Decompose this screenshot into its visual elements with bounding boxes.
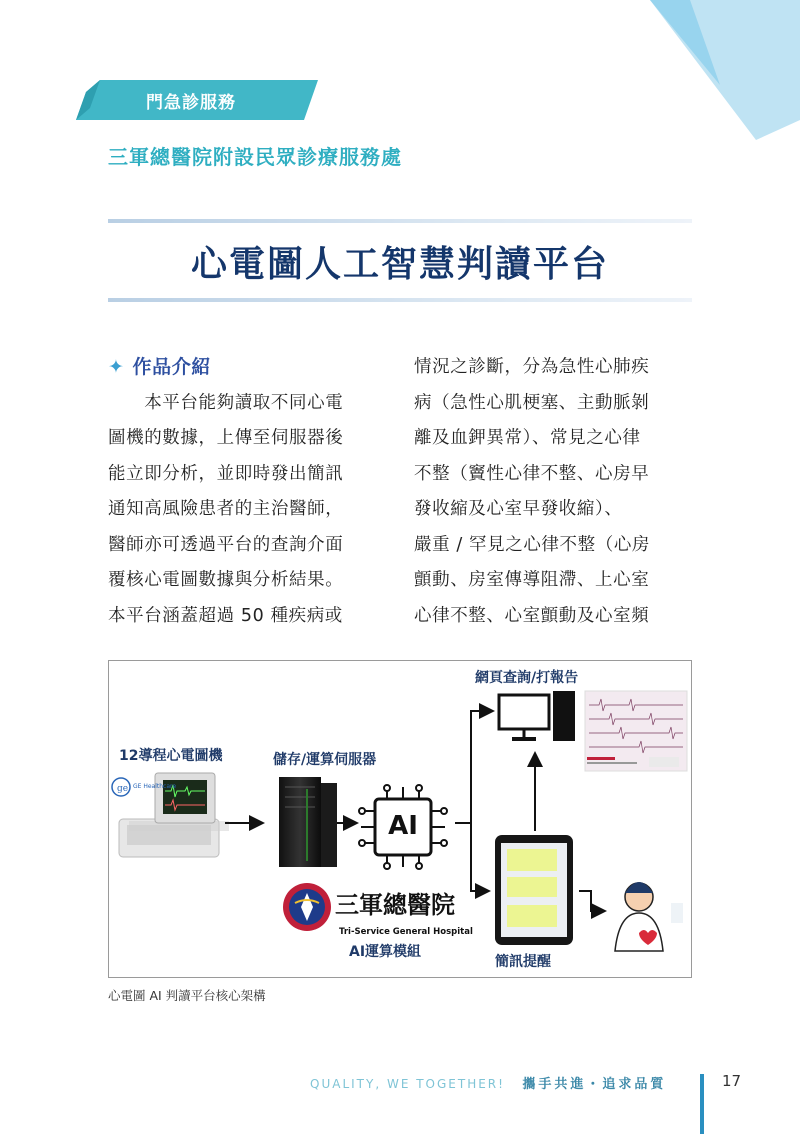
ge-brand-text: GE Healthcare [133, 783, 177, 790]
body-line: 醫師亦可透過平台的查詢介面 [108, 534, 344, 555]
hospital-logo-text: 三軍總醫院 [335, 890, 455, 919]
ai-module-label: AI運算模組 [349, 944, 422, 960]
server-label: 儲存/運算伺服器 [273, 752, 377, 768]
body-column-left [108, 350, 388, 634]
body-line: 不整（竇性心律不整、心房早 [414, 463, 650, 484]
page-title: 心電圖人工智慧判讀平台 [190, 244, 609, 285]
body-column-right [414, 350, 694, 634]
ai-chip-text: AI [388, 811, 418, 841]
body-line: 本平台能夠讀取不同心電 [108, 392, 344, 413]
intro-heading [108, 350, 388, 386]
hospital-emblem-icon [283, 883, 331, 931]
computer-icon [499, 691, 575, 741]
body-line: 圖機的數據，上傳至伺服器後 [108, 428, 344, 448]
sparkle-icon: ✦ [108, 356, 125, 378]
ecg-report-thumbnail [585, 691, 687, 771]
footer-slogan-cn: 攜手共進・追求品質 [522, 1077, 667, 1092]
hospital-logo-english: Tri-Service General Hospital [339, 927, 473, 937]
sms-alert-label: 簡訊提醒 [495, 954, 551, 970]
ecg-machine-label: 12導程心電圖機 [119, 748, 223, 764]
body-line: 本平台涵蓋超過 50 種疾病或 [108, 605, 343, 626]
page-number: 17 [722, 1072, 742, 1090]
body-line: 情況之診斷，分為急性心肺疾 [414, 357, 650, 377]
title-rule-bottom [108, 298, 692, 302]
body-line: 嚴重 / 罕見之心律不整（心房 [414, 534, 651, 555]
body-line: 通知高風險患者的主治醫師， [108, 499, 344, 519]
body-line: 發收縮及心室早發收縮）、 [414, 499, 623, 519]
phone-icon [495, 835, 573, 945]
section-label: 門急診服務 [146, 93, 236, 113]
footer-slogan [310, 1073, 666, 1092]
body-line: 心律不整、心室顫動及心室頻 [414, 605, 650, 626]
hospital-name: 三軍總醫院附設民眾診療服務處 [108, 145, 402, 169]
architecture-diagram [108, 660, 692, 978]
body-line: 覆核心電圖數據與分析結果。 [108, 570, 344, 590]
web-query-label: 網頁查詢/打報告 [475, 670, 579, 686]
footer-divider [700, 1074, 704, 1134]
body-line: 能立即分析，並即時發出簡訊 [108, 463, 344, 484]
corner-decoration [650, 0, 800, 145]
svg-text:ge: ge [117, 784, 129, 794]
intro-heading-text: 作品介紹 [132, 356, 211, 378]
body-line: 顫動、房室傳導阻滯、上心室 [414, 570, 650, 590]
footer-slogan-en: QUALITY, WE TOGETHER! [310, 1077, 505, 1091]
figure-caption: 心電圖 AI 判讀平台核心架構 [108, 988, 266, 1003]
doctor-icon [615, 882, 683, 951]
title-rule-top [108, 219, 692, 223]
body-line: 離及血鉀異常）、常見之心律 [414, 428, 641, 448]
server-icon [279, 777, 337, 867]
body-line: 病（急性心肌梗塞、主動脈剝 [414, 392, 650, 413]
